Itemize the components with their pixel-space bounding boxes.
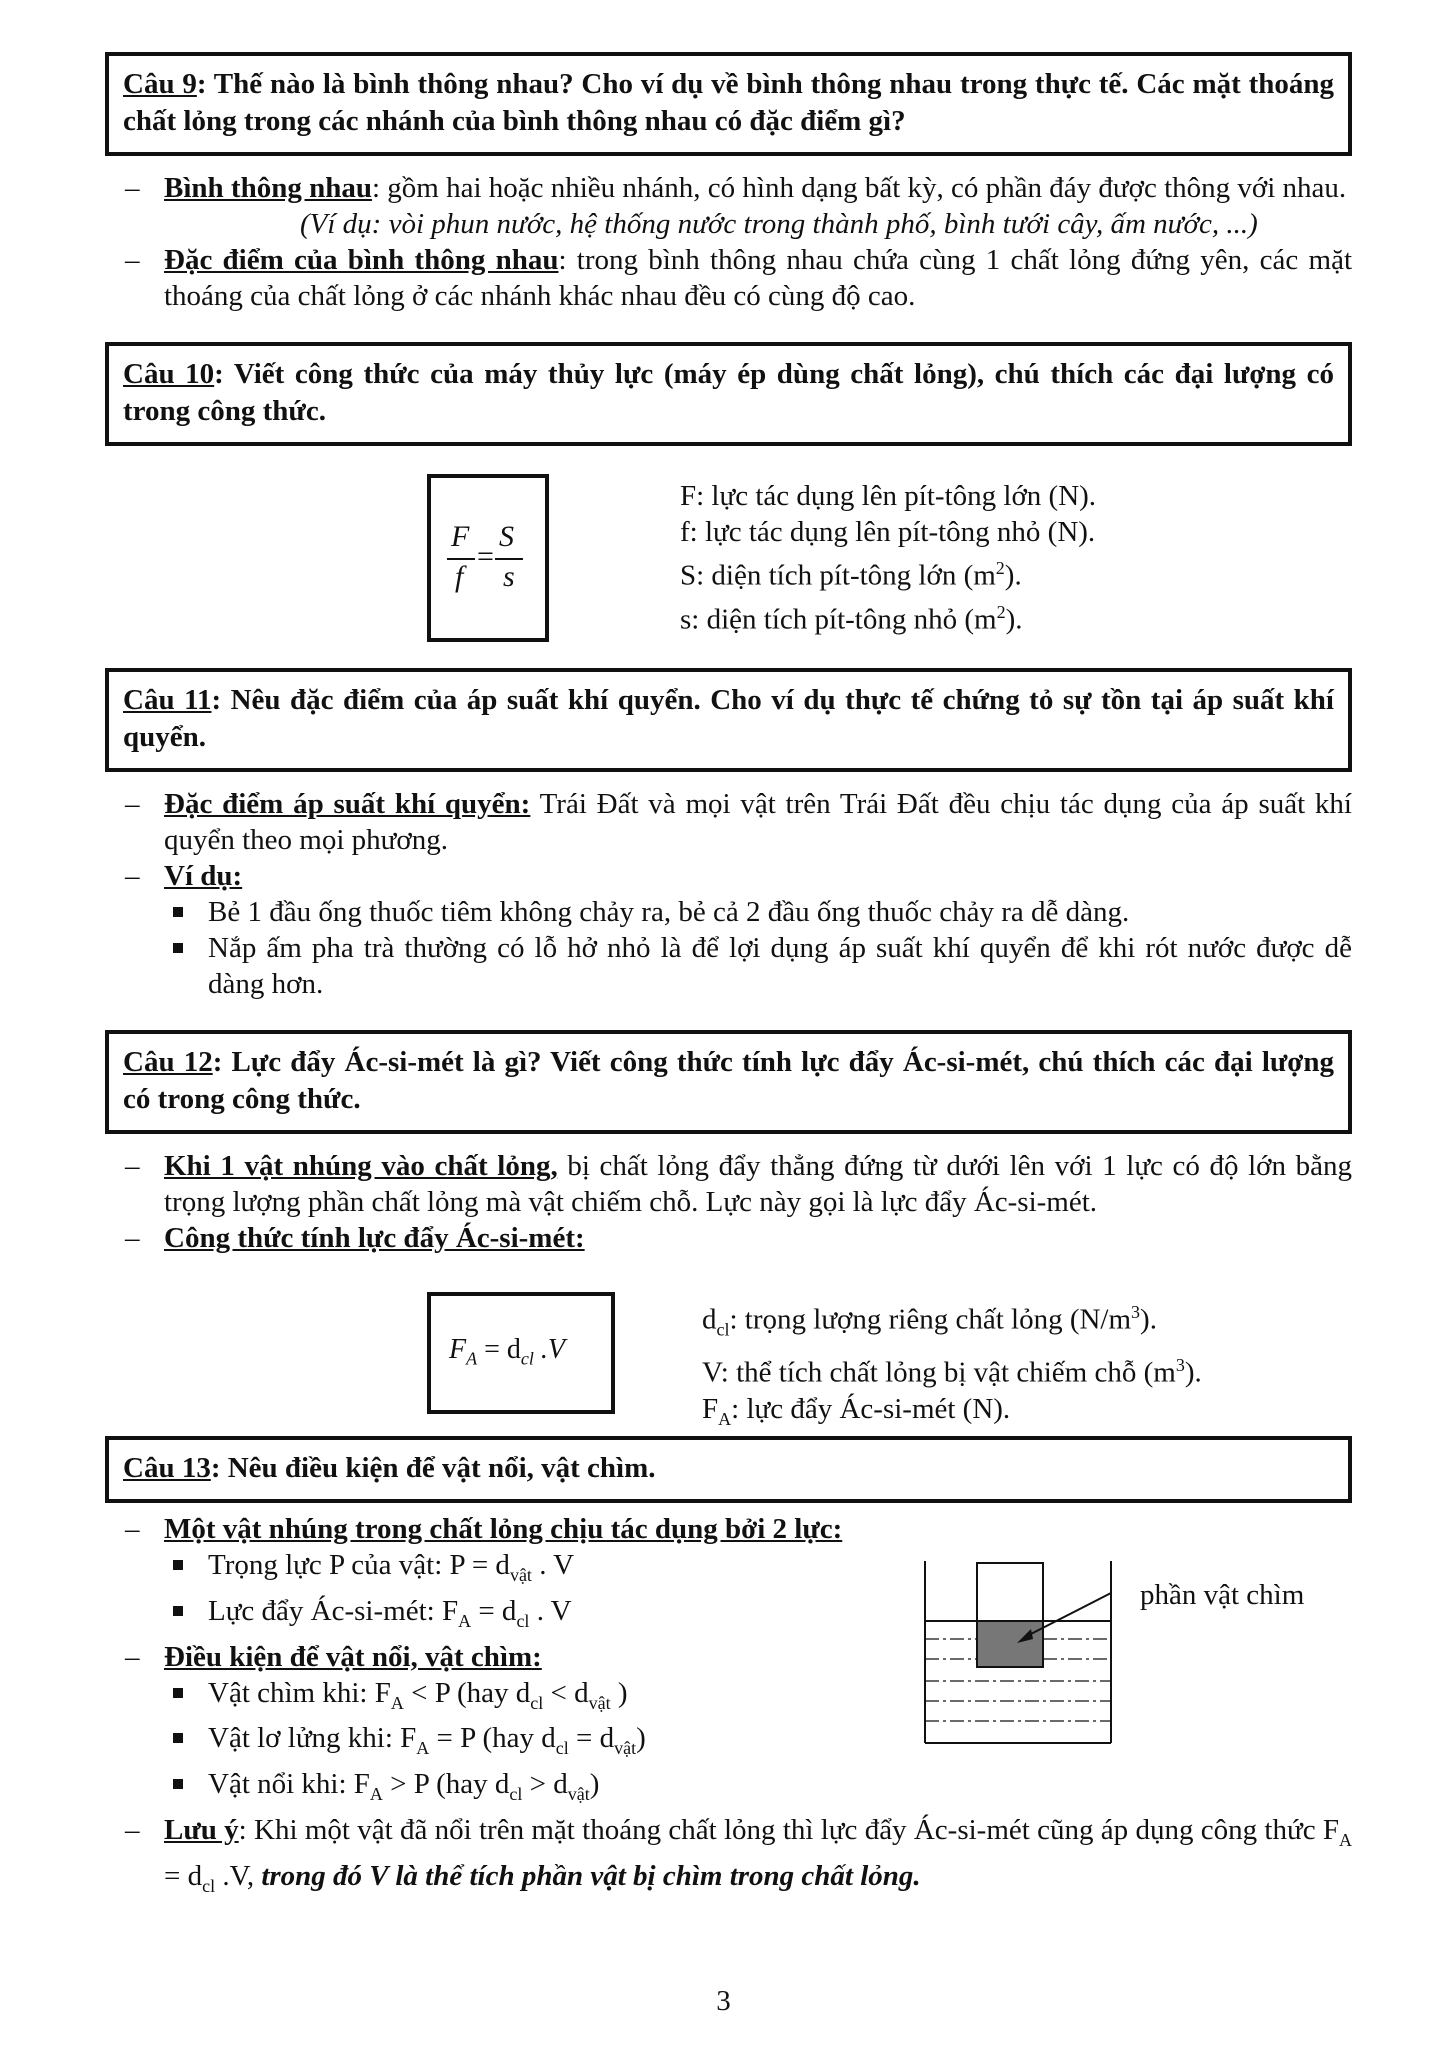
archimedes-formula: $F_A = d_{cl}$ .V <box>449 1334 566 1369</box>
term: Đặc điểm của bình thông nhau <box>164 244 559 276</box>
q13-item-1: – Một vật nhúng trong chất lỏng chịu tác dụng bởi 2 lực: <box>125 1513 843 1545</box>
archimedes-formula-box <box>427 1292 615 1414</box>
q13-item-2: – Điều kiện để vật nổi, vật chìm: <box>125 1640 542 1673</box>
legend-line: $d_{cl}$: trọng lượng riêng chất lỏng $(N/m^3)$. <box>702 1302 1157 1340</box>
term: Một vật nhúng trong chất lỏng chịu tác dụng bởi 2 lực: <box>164 1513 843 1545</box>
question-10-box <box>105 342 1352 446</box>
legend-line: V: thể tích chất lỏng bị vật chiếm chỗ $(m^3)$. <box>702 1355 1202 1390</box>
term: Khi 1 vật nhúng vào chất lỏng, <box>164 1150 558 1182</box>
question-10-text: : Viết công thức của máy thủy lực (máy ép dùng chất lỏng), chú thích các đại lượng có trong công thức. <box>123 358 1334 427</box>
archimedes-formula-block <box>105 1256 1352 1429</box>
question-11-box <box>105 668 1352 772</box>
question-13-number: Câu 13 <box>123 1452 211 1484</box>
question-13-box <box>105 1436 1352 1503</box>
question-9-box <box>105 52 1352 156</box>
submerged-part <box>977 1621 1043 1667</box>
question-10-number: Câu 10 <box>123 358 215 390</box>
q9-item-1: – Bình thông nhau: gồm hai hoặc nhiều nhánh, có hình dạng bất kỳ, có phần đáy được thông với nhau. <box>125 172 1347 204</box>
formula-S: S <box>499 520 514 553</box>
question-11-text: : Nêu đặc điểm của áp suất khí quyển. Cho ví dụ thực tế chứng tỏ sự tồn tại áp suất khí quyển. <box>123 684 1334 753</box>
q13-cond-3: Vật nổi khi: $F_A > P$ (hay $d_{cl} > d_{vật}$) <box>105 1766 1352 1812</box>
term: Bình thông nhau <box>164 172 372 204</box>
q13-cond-1: Vật chìm khi: $F_A < P$ (hay $d_{cl} < d_{vật}$ ) <box>105 1675 1352 1721</box>
hydraulic-legend <box>680 478 1096 637</box>
diagram-label: phần vật chìm <box>1140 1579 1305 1611</box>
legend-line: s: diện tích pít-tông nhỏ $(m^2)$. <box>680 601 1023 636</box>
q9-item-2-text: : trong bình thông nhau chứa cùng 1 chất lỏng đứng yên, các mặt thoáng của chất lỏng ở các nhánh khác nhau đều có cùng độ cao. <box>164 244 1352 312</box>
q13-note: – Lưu ý: Khi một vật đã nổi trên mặt thoáng chất lỏng thì lực đẩy Ác-si-mét cũng áp dụng công thức $F_A = d_{cl}$ .V, trong đó V là thể tích phần vật bị chìm trong chất lỏng. <box>125 1813 1352 1896</box>
question-11-number: Câu 11 <box>123 684 212 716</box>
hydraulic-formula-box <box>427 474 549 642</box>
question-12-number: Câu 12 <box>123 1046 213 1078</box>
term: Công thức tính lực đẩy Ác-si-mét: <box>164 1222 585 1254</box>
page-number: 3 <box>716 1985 731 2017</box>
q11-item-2: – Ví dụ: <box>125 860 243 892</box>
question-13-text: : Nêu điều kiện để vật nổi, vật chìm. <box>210 1452 656 1484</box>
term: Ví dụ: <box>164 860 243 892</box>
document-page <box>105 52 1352 1904</box>
q9-item-2: – Đặc điểm của bình thông nhau: trong bình thông nhau chứa cùng 1 chất lỏng đứng yên, các mặt thoáng của chất lỏng ở các nhánh khác nhau đều có cùng độ cao. <box>125 244 1352 312</box>
formula-equals: = <box>477 540 494 573</box>
q11-sub-1 <box>105 894 1352 930</box>
formula-f: f <box>455 560 464 593</box>
q11-sub-2 <box>105 930 1352 1002</box>
hydraulic-formula-block <box>105 446 1352 638</box>
sub-text: Bẻ 1 đầu ống thuốc tiêm không chảy ra, bẻ cả 2 đầu ống thuốc chảy ra dễ dàng. <box>208 896 1130 928</box>
question-12-box <box>105 1030 1352 1134</box>
formula-s: s <box>503 560 515 593</box>
q13-force-1: Trọng lực P của vật: $P = d_{vật}$ . V <box>105 1547 1352 1593</box>
q12-item-2: – Công thức tính lực đẩy Ác-si-mét: <box>125 1222 585 1254</box>
q9-item-1-text: : gồm hai hoặc nhiều nhánh, có hình dạng bất kỳ, có phần đáy được thông với nhau. <box>371 172 1347 204</box>
floating-object-diagram <box>915 1557 1115 1747</box>
q11-item-1: – Đặc điểm áp suất khí quyển: Trái Đất và mọi vật trên Trái Đất đều chịu tác dụng của áp suất khí quyển theo mọi phương. <box>125 788 1352 856</box>
q12-item-1: – Khi 1 vật nhúng vào chất lỏng, bị chất lỏng đẩy thẳng đứng từ dưới lên với 1 lực có độ lớn bằng trọng lượng phần chất lỏng mà vật chiếm chỗ. Lực này gọi là lực đẩy Ác-si-mét. <box>125 1150 1353 1218</box>
q12-item-1-text: bị chất lỏng đẩy thẳng đứng từ dưới lên với 1 lực có độ lớn bằng trọng lượng phần chất lỏng mà vật chiếm chỗ. Lực này gọi là lực đẩy Ác-si-mét. <box>164 1150 1353 1218</box>
question-12-text: : Lực đẩy Ác-si-mét là gì? Viết công thức tính lực đẩy Ác-si-mét, chú thích các đại lượng có trong công thức. <box>123 1046 1334 1115</box>
q9-example: (Ví dụ: vòi phun nước, hệ thống nước trong thành phố, bình tưới cây, ấm nước, ...) <box>300 208 1258 240</box>
formula-F: F <box>451 520 470 553</box>
question-9-number: Câu 9 <box>123 68 197 100</box>
sub-text: Nắp ấm pha trà thường có lỗ hở nhỏ là để lợi dụng áp suất khí quyển để khi rót nước được dễ dàng hơn. <box>208 932 1352 1000</box>
pointer-arrow <box>1025 1593 1111 1637</box>
q13-force-2: Lực đẩy Ác-si-mét: $F_A = d_{cl}$ . V <box>105 1593 1352 1639</box>
legend-line: $F_A$: lực đẩy Ác-si-mét (N). <box>702 1393 1011 1429</box>
archimedes-legend <box>702 1294 1202 1437</box>
legend-line: S: diện tích pít-tông lớn $(m^2)$. <box>680 558 1022 592</box>
legend-line: F: lực tác dụng lên pít-tông lớn (N). <box>680 480 1097 512</box>
question-9-text: : Thế nào là bình thông nhau? Cho ví dụ về bình thông nhau trong thực tế. Các mặt thoáng chất lỏng trong các nhánh của bình thông nhau có đặc điểm gì? <box>123 68 1334 137</box>
legend-line: f: lực tác dụng lên pít-tông nhỏ (N). <box>680 516 1096 548</box>
term: Đặc điểm áp suất khí quyển: <box>164 788 531 820</box>
term: Điều kiện để vật nổi, vật chìm: <box>164 1640 542 1673</box>
term: Lưu ý <box>164 1813 239 1846</box>
q11-item-1-text: Trái Đất và mọi vật trên Trái Đất đều chịu tác dụng của áp suất khí quyển theo mọi phương. <box>164 788 1352 856</box>
q13-cond-2: Vật lơ lửng khi: $F_A = P$ (hay $d_{cl} = d_{vật}$) <box>105 1720 1352 1766</box>
q13-content <box>105 1511 1352 1904</box>
